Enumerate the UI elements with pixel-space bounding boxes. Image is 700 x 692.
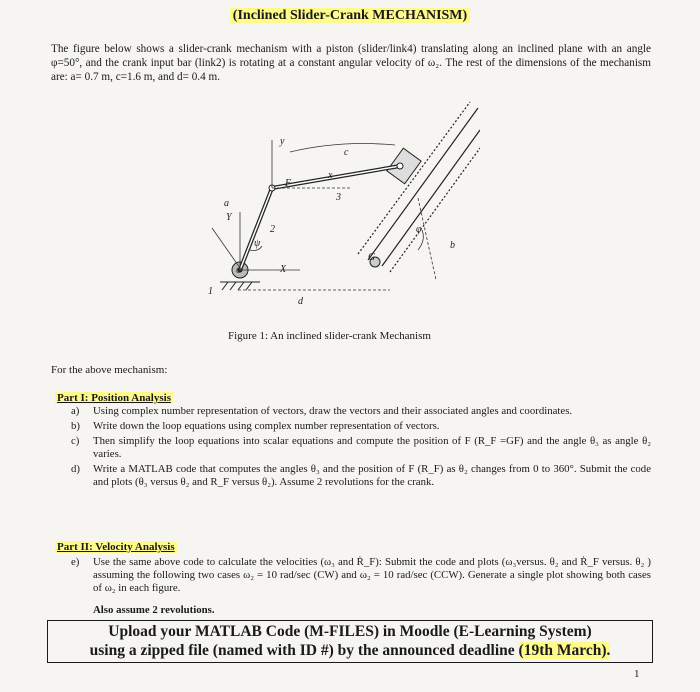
- page-title: (Inclined Slider-Crank MECHANISM): [0, 8, 700, 24]
- label-b: b: [450, 240, 455, 251]
- part2-heading: Part II: Velocity Analysis: [57, 541, 175, 553]
- list-item: e) Use the same above code to calculate the velocities (ω₃ and Ṙ_F): Submit the code and plots (ω₃versus. θ₂ and Ṙ_F versus. θ₂ ) assuming the following two cases ω₂ = 10 rad/sec (CW) and ω₂ = 10 rad/sec (CCW). Generate a single plot showing both cases of ω₂ in each figure.: [71, 556, 651, 594]
- part1-list: [71, 405, 651, 491]
- upload-line1: Upload your MATLAB Code (M-FILES) in Moodle (E-Learning System): [108, 623, 592, 640]
- part2-list: [71, 556, 651, 597]
- label-phi: φ: [416, 224, 422, 235]
- label-theta: ψ: [254, 238, 261, 249]
- page-number: 1: [634, 668, 640, 680]
- list-item: b) Write down the loop equations using complex number representation of vectors.: [71, 420, 440, 432]
- label-y: y: [280, 136, 285, 147]
- figure-caption: Figure 1: An inclined slider-crank Mechanism: [228, 330, 431, 342]
- label-x: x: [328, 170, 333, 181]
- label-link3: 3: [336, 192, 341, 203]
- deadline-badge: (19th March).: [518, 642, 611, 659]
- label-a: a: [224, 198, 229, 209]
- label-X: X: [280, 264, 287, 275]
- part1-heading: Part I: Position Analysis: [57, 392, 171, 404]
- label-F: F: [285, 178, 292, 189]
- mechanism-figure: [190, 100, 480, 315]
- label-d: d: [298, 296, 303, 307]
- list-item: a) Using complex number representation of vectors, draw the vectors and their associated angles and coordinates.: [71, 405, 573, 417]
- label-c: c: [344, 147, 349, 158]
- intro-paragraph: The figure below shows a slider-crank mechanism with a piston (slider/link4) translating along an inclined plane with an angle φ=50°, and the crank input bar (link2) is rotating at a constant angular velocity of ω₂. The rest of the dimensions of the mechanism are: a= 0.7 m, c=1.6 m, and d= 0.4 m.: [51, 43, 651, 83]
- list-item: d) Write a MATLAB code that computes the angles θ₃ and the position of F (R_F) as θ₂ changes from 0 to 360°. Submit the code and plots (θ₃ versus θ₂ and R_F versus θ₂). Assume 2 revolutions for the crank.: [71, 463, 651, 488]
- upload-line2: using a zipped file (named with ID #) by the announced deadline (19th March).: [89, 642, 611, 659]
- label-link1: 1: [208, 286, 213, 297]
- also-note: Also assume 2 revolutions.: [93, 604, 215, 616]
- label-O: O: [236, 266, 242, 275]
- lead-text: For the above mechanism:: [51, 364, 168, 376]
- slider-crank-diagram: [190, 100, 480, 315]
- label-Y: Y: [226, 212, 232, 223]
- label-link2: 2: [270, 224, 275, 235]
- label-G: G: [368, 252, 376, 263]
- upload-notice: [47, 620, 653, 663]
- list-item: c) Then simplify the loop equations into scalar equations and compute the position of F (R_F =GF) and the angle θ₃ as angle θ₂ varies.: [71, 435, 651, 460]
